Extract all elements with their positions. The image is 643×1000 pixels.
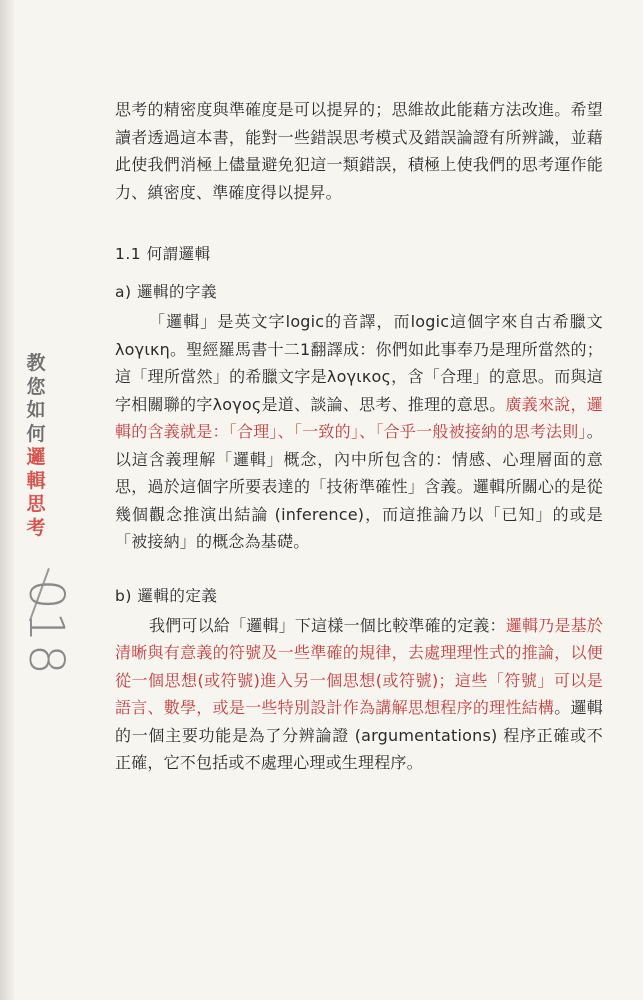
page-edge [0,0,14,1000]
text-run: 。以這含義理解「邏輯」概念，內中所包含的：情感、心理層面的意思，過於這個字所要表達的「技術準確性」含義。邏輯所關心的是從幾個觀念推演出結論 (inference)，而這推論乃以「已知」的或是「被接納」的概念為基礎。 [115,422,603,551]
book-title-vertical [22,352,50,540]
subsection-heading-b: b) 邏輯的定義 [115,586,218,605]
title-char-accent: 思 [26,493,46,515]
paragraph-definition [115,612,603,777]
text-run: 我們可以給「邏輯」下這樣一個比較準確的定義： [149,615,506,635]
paragraph-word-meaning [115,308,603,556]
title-char-accent: 輯 [26,469,46,492]
page-number: 018 [18,579,74,677]
text-run: 「邏輯」是英文字logic的音譯，而logic這個字來自古希臘文λογικη。聖經羅馬書十二1翻譯成：你們如此事奉乃是理所當然的；這「理所當然」的希臘文字是λογικος，含「合理」的意思。而與這字相關聯的字λογος是道、談論、思考、推理的意思。 [115,312,603,414]
highlight-text: 邏輯乃是基於清晰與有意義的符號及一些準確的規律，去處理理性式的推論，以便從一個思想(或符號)進入另一個思想(或符號)；這些「符號」可以是語言、數學，或是一些特別設計作為講解思想程序的理性結構 [115,615,604,717]
subsection-heading-a: a) 邏輯的字義 [115,283,217,301]
title-char: 您 [26,375,46,398]
title-char: 教 [26,352,46,374]
section-heading: 1.1 何謂邏輯 [115,245,211,263]
intro-paragraph: 思考的精密度與準確度是可以提昇的；思維故此能藉方法改進。希望讀者透過這本書，能對一些錯誤思考模式及錯誤論證有所辨識，並藉此使我們消極上儘量避免犯這一類錯誤，積極上使我們的思考運作能力、縝密度、準確度得以提昇。 [115,100,603,202]
page-body [115,96,603,777]
title-char: 如 [26,399,46,421]
title-char-accent: 考 [26,516,46,539]
title-char: 何 [26,422,46,445]
text-run: 。邏輯的一個主要功能是為了分辨論證 (argumentations) 程序正確或不正確，它不包括或不處理心理或生理程序。 [115,698,603,772]
title-char-accent: 邏 [26,446,46,468]
highlight-text: 廣義來說，邏輯的含義就是：「合理」、「一致的」、「合乎一般被接納的思考法則」 [115,394,603,441]
